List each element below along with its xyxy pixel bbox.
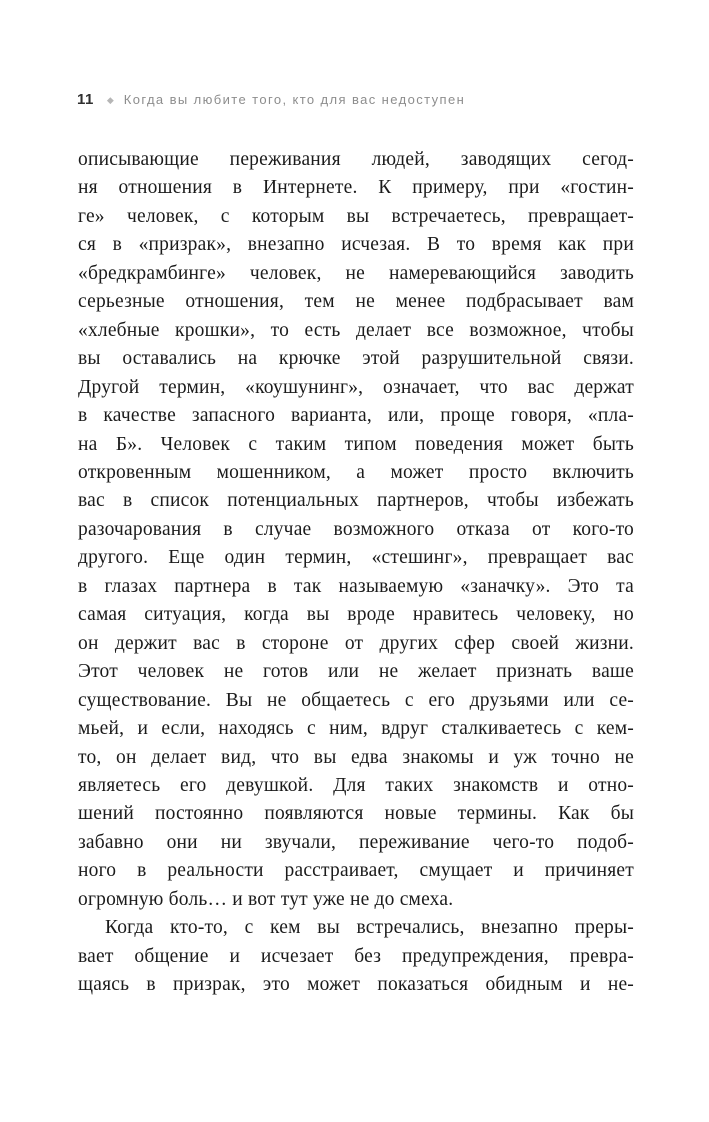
body-text [78, 146, 634, 1000]
text-line: другого. Еще один термин, «стешинг», превращает вас [78, 547, 634, 569]
text-line: являетесь его девушкой. Для таких знакомств и отно- [78, 774, 634, 796]
text-line: «бредкрамбинге» человек, не намеревающийся заводить [78, 262, 634, 284]
diamond-icon: ◆ [106, 95, 114, 105]
text-line: описывающие переживания людей, заводящих сегод- [78, 149, 634, 170]
page-number: 11 [77, 91, 94, 108]
text-line: откровенным мошенником, а может просто включить [78, 461, 634, 483]
text-line: шений постоянно появляются новые термины. Как бы [78, 803, 634, 825]
text-line: в глазах партнера в так называемую «заначку». Это та [78, 575, 634, 597]
paragraph-2 [78, 914, 634, 999]
text-line: разочарования в случае возможного отказа от кого-то [78, 518, 634, 540]
text-line: серьезные отношения, тем не менее подбрасывает вам [78, 291, 634, 313]
text-line: он держит вас в стороне от других сфер своей жизни. [78, 632, 634, 654]
text-line: ня отношения в Интернете. К примеру, при «гостин- [78, 177, 634, 199]
page-header [77, 91, 639, 108]
text-line: огромную боль… и вот тут уже не до смеха. [78, 888, 454, 910]
text-line: вы оставались на крючке этой разрушительной связи. [78, 348, 634, 370]
text-line: щаясь в призрак, это может показаться обидным и не- [78, 974, 634, 996]
text-line: Этот человек не готов или не желает признать ваше [78, 661, 634, 683]
text-line: ного в реальности расстраивает, смущает и причиняет [78, 860, 634, 882]
paragraph-1 [78, 146, 634, 914]
text-line: Когда кто-то, с кем вы встречались, внезапно преры- [105, 917, 634, 939]
text-line: вает общение и исчезает без предупреждения, превра- [78, 945, 634, 967]
text-line: вас в список потенциальных партнеров, чтобы избежать [78, 490, 634, 512]
text-line: самая ситуация, когда вы вроде нравитесь человеку, но [78, 604, 634, 626]
text-line: «хлебные крошки», то есть делает все возможное, чтобы [78, 319, 634, 341]
text-line: то, он делает вид, что вы едва знакомы и уж точно не [78, 746, 634, 768]
running-title: Когда вы любите того, кто для вас недоступен [123, 92, 466, 107]
text-line: Другой термин, «коушунинг», означает, что вас держат [78, 376, 634, 398]
text-line: мьей, и если, находясь с ним, вдруг сталкиваетесь с кем- [78, 718, 634, 740]
text-line: в качестве запасного варианта, или, проще говоря, «пла- [78, 405, 634, 427]
text-line: забавно они ни звучали, переживание чего-то подоб- [78, 831, 634, 853]
text-line: существование. Вы не общаетесь с его друзьями или се- [78, 689, 634, 711]
text-line: ся в «призрак», внезапно исчезая. В то время как при [78, 234, 634, 256]
text-line: ге» человек, с которым вы встречаетесь, превращает- [78, 205, 634, 227]
text-line: на Б». Человек с таким типом поведения может быть [78, 433, 634, 455]
